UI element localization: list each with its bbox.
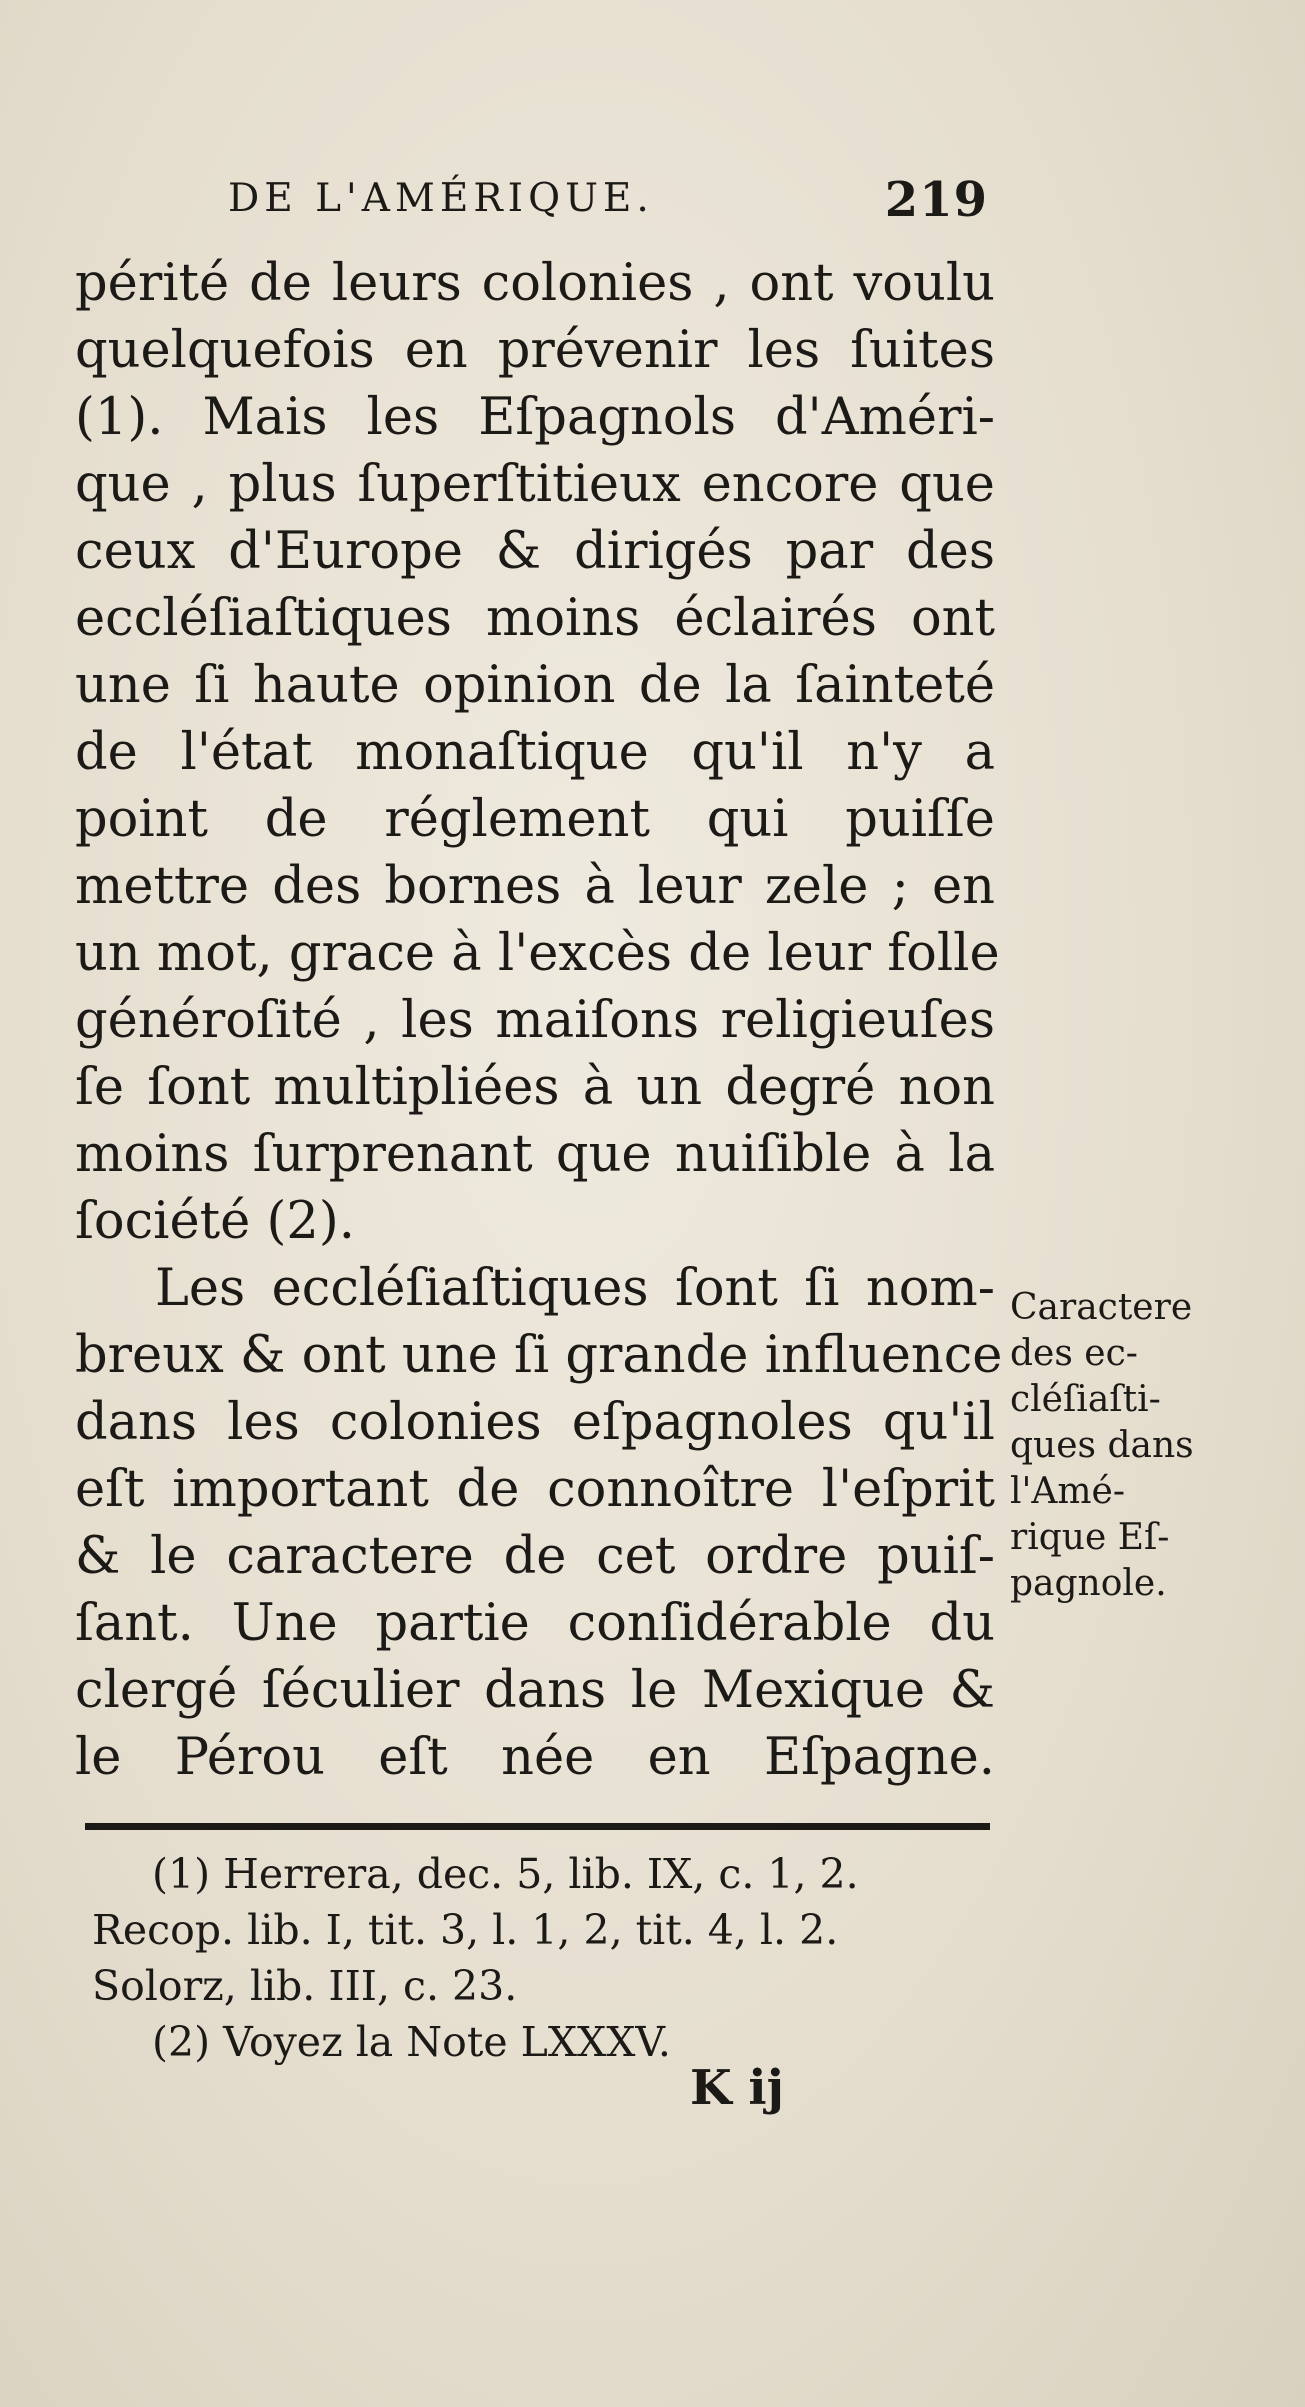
text-line: quelquefois en prévenir les ſuites (75, 321, 995, 380)
text-line: ſe ſont multipliées à un degré non (75, 1058, 995, 1117)
signature-mark: K ij (690, 2060, 785, 2116)
text-line: dans les colonies eſpagnoles qu'il (75, 1393, 995, 1452)
text-line: (1). Mais les Eſpagnols d'Améri- (75, 388, 995, 447)
page-number: 219 (884, 172, 988, 228)
text-line: de l'état monaſtique qu'il n'y a (75, 723, 995, 782)
text-line: ſociété (2). (75, 1192, 355, 1251)
margin-note-line: des ec- (1010, 1333, 1138, 1374)
text-line: clergé ſéculier dans le Mexique & (75, 1661, 995, 1720)
text-line: moins ſurprenant que nuiſible à la (75, 1125, 995, 1184)
text-line: breux & ont une ſi grande influence (75, 1326, 1003, 1385)
text-line: Les eccléſiaſtiques ſont ſi nom- (155, 1259, 995, 1318)
margin-note-line: Caractere (1010, 1287, 1193, 1328)
text-line: un mot, grace à l'excès de leur folle (75, 924, 1000, 983)
page-header (228, 172, 988, 236)
text-line: ſant. Une partie conſidérable du (75, 1594, 995, 1653)
text-line: eſt important de connoître l'eſprit (75, 1460, 995, 1519)
text-line: que , plus ſuperſtitieux encore que (75, 455, 995, 514)
margin-note-line: rique Eſ- (1010, 1517, 1170, 1558)
margin-note-line: pagnole. (1010, 1563, 1167, 1604)
footnotes (92, 1846, 1012, 2070)
text-line: généroſité , les maiſons religieuſes (75, 991, 995, 1050)
text-line: périté de leurs colonies , ont voulu (75, 254, 995, 313)
margin-note-line: l'Amé- (1010, 1471, 1126, 1512)
margin-note (1010, 1285, 1270, 1607)
footnote-line: (2) Voyez la Note LXXXV. (152, 2018, 671, 2066)
footnote-line: Solorz, lib. III, c. 23. (92, 1962, 518, 2010)
main-text (75, 250, 1003, 1791)
margin-note-line: cléſiaſti- (1010, 1379, 1161, 1420)
footnote-line: (1) Herrera, dec. 5, lib. IX, c. 1, 2. (152, 1850, 859, 1898)
text-line: & le caractere de cet ordre puiſ- (75, 1527, 995, 1586)
footnote-rule (85, 1823, 990, 1830)
text-line: eccléſiaſtiques moins éclairés ont (75, 589, 995, 648)
footnote-line: Recop. lib. I, tit. 3, l. 1, 2, tit. 4, l. 2. (92, 1906, 839, 1954)
running-head: DE L'AMÉRIQUE. (228, 176, 654, 221)
text-line: le Pérou eſt née en Eſpagne. (75, 1728, 995, 1787)
text-line: mettre des bornes à leur zele ; en (75, 857, 995, 916)
text-line: ceux d'Europe & dirigés par des (75, 522, 995, 581)
margin-note-line: ques dans (1010, 1425, 1194, 1466)
text-line: point de réglement qui puiſſe (75, 790, 995, 849)
text-line: une ſi haute opinion de la ſainteté (75, 656, 995, 715)
